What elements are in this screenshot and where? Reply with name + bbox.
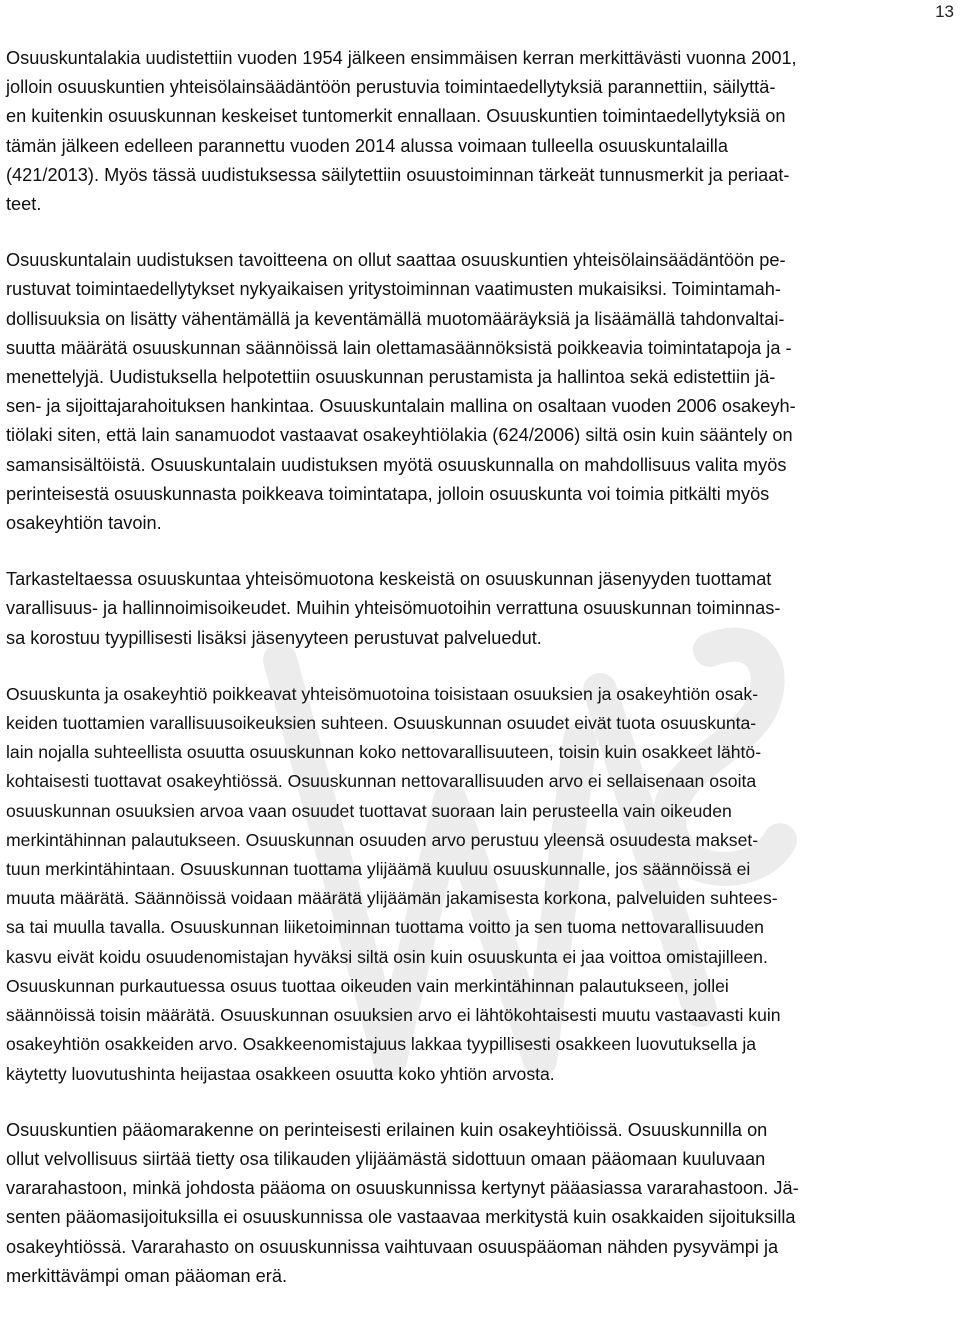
- text-line: osakeyhtiön osakkeiden arvo. Osakkeenomistajuus lakkaa tyypillisesti osakkeen luovutuksella ja: [6, 1034, 757, 1055]
- page-number: 13: [935, 2, 954, 21]
- text-line: merkintähinnan palautukseen. Osuuskunnan osuuden arvo perustuu yleensä osuudesta makset-: [6, 829, 759, 850]
- paragraph-3: [6, 565, 952, 653]
- text-line: vararahastoon, minkä johdosta pääoma on osuuskunnissa kertynyt pääasiassa vararahastoon. Jä-: [6, 1178, 799, 1199]
- text-line: Osuuskuntien pääomarakenne on perinteisesti erilainen kuin osakeyhtiöissä. Osuuskunnilla on: [6, 1119, 768, 1140]
- text-line: osakeyhtiön tavoin.: [6, 513, 162, 534]
- text-line: Osuuskuntalain uudistuksen tavoitteena on ollut saattaa osuuskuntien yhteisölainsäädäntöön pe-: [6, 250, 786, 271]
- text-line: lain nojalla suhteellista osuutta osuuskunnan koko nettovarallisuuteen, toisin kuin osakkeet lähtö-: [6, 742, 762, 763]
- text-line: suutta määrätä osuuskunnan säännöissä lain olettamasäännöksistä poikkeavia toimintatapoja ja -: [6, 337, 792, 358]
- text-line: rustuvat toimintaedellytykset nykyaikaisen yritystoiminnan vaatimusten mukaisiksi. Toimintamah-: [6, 279, 781, 300]
- text-line: dollisuuksia on lisätty vähentämällä ja keventämällä muotomääräyksiä ja lisäämällä tahdonvaltai-: [6, 308, 785, 329]
- text-line: sa tai muulla tavalla. Osuuskunnan liiketoiminnan tuottama voitto ja sen tuoma nettovarallisuuden: [6, 917, 764, 938]
- text-line: (421/2013). Myös tässä uudistuksessa säilytettiin osuustoiminnan tärkeät tunnusmerkit ja periaat-: [6, 164, 790, 185]
- document-body: [6, 44, 952, 1318]
- text-line: tiölaki siten, että lain sanamuodot vastaavat osakeyhtiölakia (624/2006) siltä osin kuin sääntely on: [6, 425, 793, 446]
- text-line: tämän jälkeen edelleen parannettu vuoden 2014 alussa voimaan tulleella osuuskuntalailla: [6, 135, 728, 156]
- text-line: kohtaisesti tuottavat osakeyhtiössä. Osuuskunnan nettovarallisuuden arvo ei sellaisenaan osoita: [6, 771, 757, 792]
- text-line: osuuskunnan osuuksien arvoa vaan osuudet tuottavat suoraan lain perusteella vain oikeuden: [6, 800, 732, 821]
- text-line: muuta määrätä. Säännöissä voidaan määrätä ylijäämän jakamisesta korkona, palveluiden suhtees-: [6, 888, 778, 909]
- text-line: Osuuskunnan purkautuessa osuus tuottaa oikeuden vain merkintähinnan palautukseen, jollei: [6, 975, 729, 996]
- text-line: samansisältöistä. Osuuskuntalain uudistuksen myötä osuuskunnalla on mahdollisuus valita myös: [6, 454, 787, 475]
- text-line: jolloin osuuskuntien yhteisölainsäädäntöön perustuvia toimintaedellytyksiä parannettiin, säilyttä-: [6, 77, 776, 98]
- text-line: sa korostuu tyypillisesti lisäksi jäsenyyteen perustuvat palveluedut.: [6, 627, 542, 648]
- text-line: perinteisestä osuuskunnasta poikkeava toimintatapa, jolloin osuuskunta voi toimia pitkälti myös: [6, 483, 770, 504]
- text-line: kasvu eivät koidu osuudenomistajan hyväksi siltä osin kuin osuuskunta ei jaa voittoa omistajilleen.: [6, 946, 768, 967]
- text-line: keiden tuottamien varallisuusoikeuksien suhteen. Osuuskunnan osuudet eivät tuota osuuskunta-: [6, 713, 757, 734]
- text-line: tuun merkintähintaan. Osuuskunnan tuottama ylijäämä kuuluu osuuskunnalle, jos säännöissä ei: [6, 859, 751, 880]
- text-line: Tarkasteltaessa osuuskuntaa yhteisömuotona keskeistä on osuuskunnan jäsenyyden tuottamat: [6, 569, 772, 590]
- text-line: ollut velvollisuus siirtää tietty osa tilikauden ylijäämästä sidottuun omaan pääomaan kuuluvaan: [6, 1148, 766, 1169]
- text-line: säännöissä toisin määrätä. Osuuskunnan osuuksien arvo ei lähtökohtaisesti muutu vastaavasti kuin: [6, 1005, 781, 1026]
- paragraph-1: [6, 44, 952, 219]
- text-line: varallisuus- ja hallinnoimisoikeudet. Muihin yhteisömuotoihin verrattuna osuuskunnan toiminnas-: [6, 598, 781, 619]
- text-line: Osuuskunta ja osakeyhtiö poikkeavat yhteisömuotoina toisistaan osuuksien ja osakeyhtiön osak-: [6, 683, 759, 704]
- paragraph-2: [6, 246, 952, 538]
- text-line: käytetty luovutushinta heijastaa osakkeen osuutta koko yhtiön arvosta.: [6, 1063, 555, 1084]
- text-line: teet.: [6, 194, 42, 215]
- text-line: osakeyhtiössä. Vararahasto on osuuskunnissa vaihtuvaan osuuspääoman nähden pysyvämpi ja: [6, 1236, 779, 1257]
- text-line: menettelyjä. Uudistuksella helpotettiin osuuskunnan perustamista ja hallintoa sekä edistettiin jä-: [6, 367, 776, 388]
- text-line: sen- ja sijoittajarahoituksen hankintaa. Osuuskuntalain mallina on osaltaan vuoden 2006 osakeyh-: [6, 396, 796, 417]
- text-line: Osuuskuntalakia uudistettiin vuoden 1954 jälkeen ensimmäisen kerran merkittävästi vuonna 2001,: [6, 48, 797, 68]
- paragraph-5: [6, 1116, 952, 1291]
- text-line: en kuitenkin osuuskunnan keskeiset tuntomerkit ennallaan. Osuuskuntien toimintaedellytyksiä on: [6, 106, 786, 127]
- text-line: senten pääomasijoituksilla ei osuuskunnissa ole vastaavaa merkitystä kuin osakkaiden sijoituksilla: [6, 1207, 796, 1228]
- paragraph-4: [6, 680, 952, 1089]
- text-line: merkittävämpi oman pääoman erä.: [6, 1265, 288, 1286]
